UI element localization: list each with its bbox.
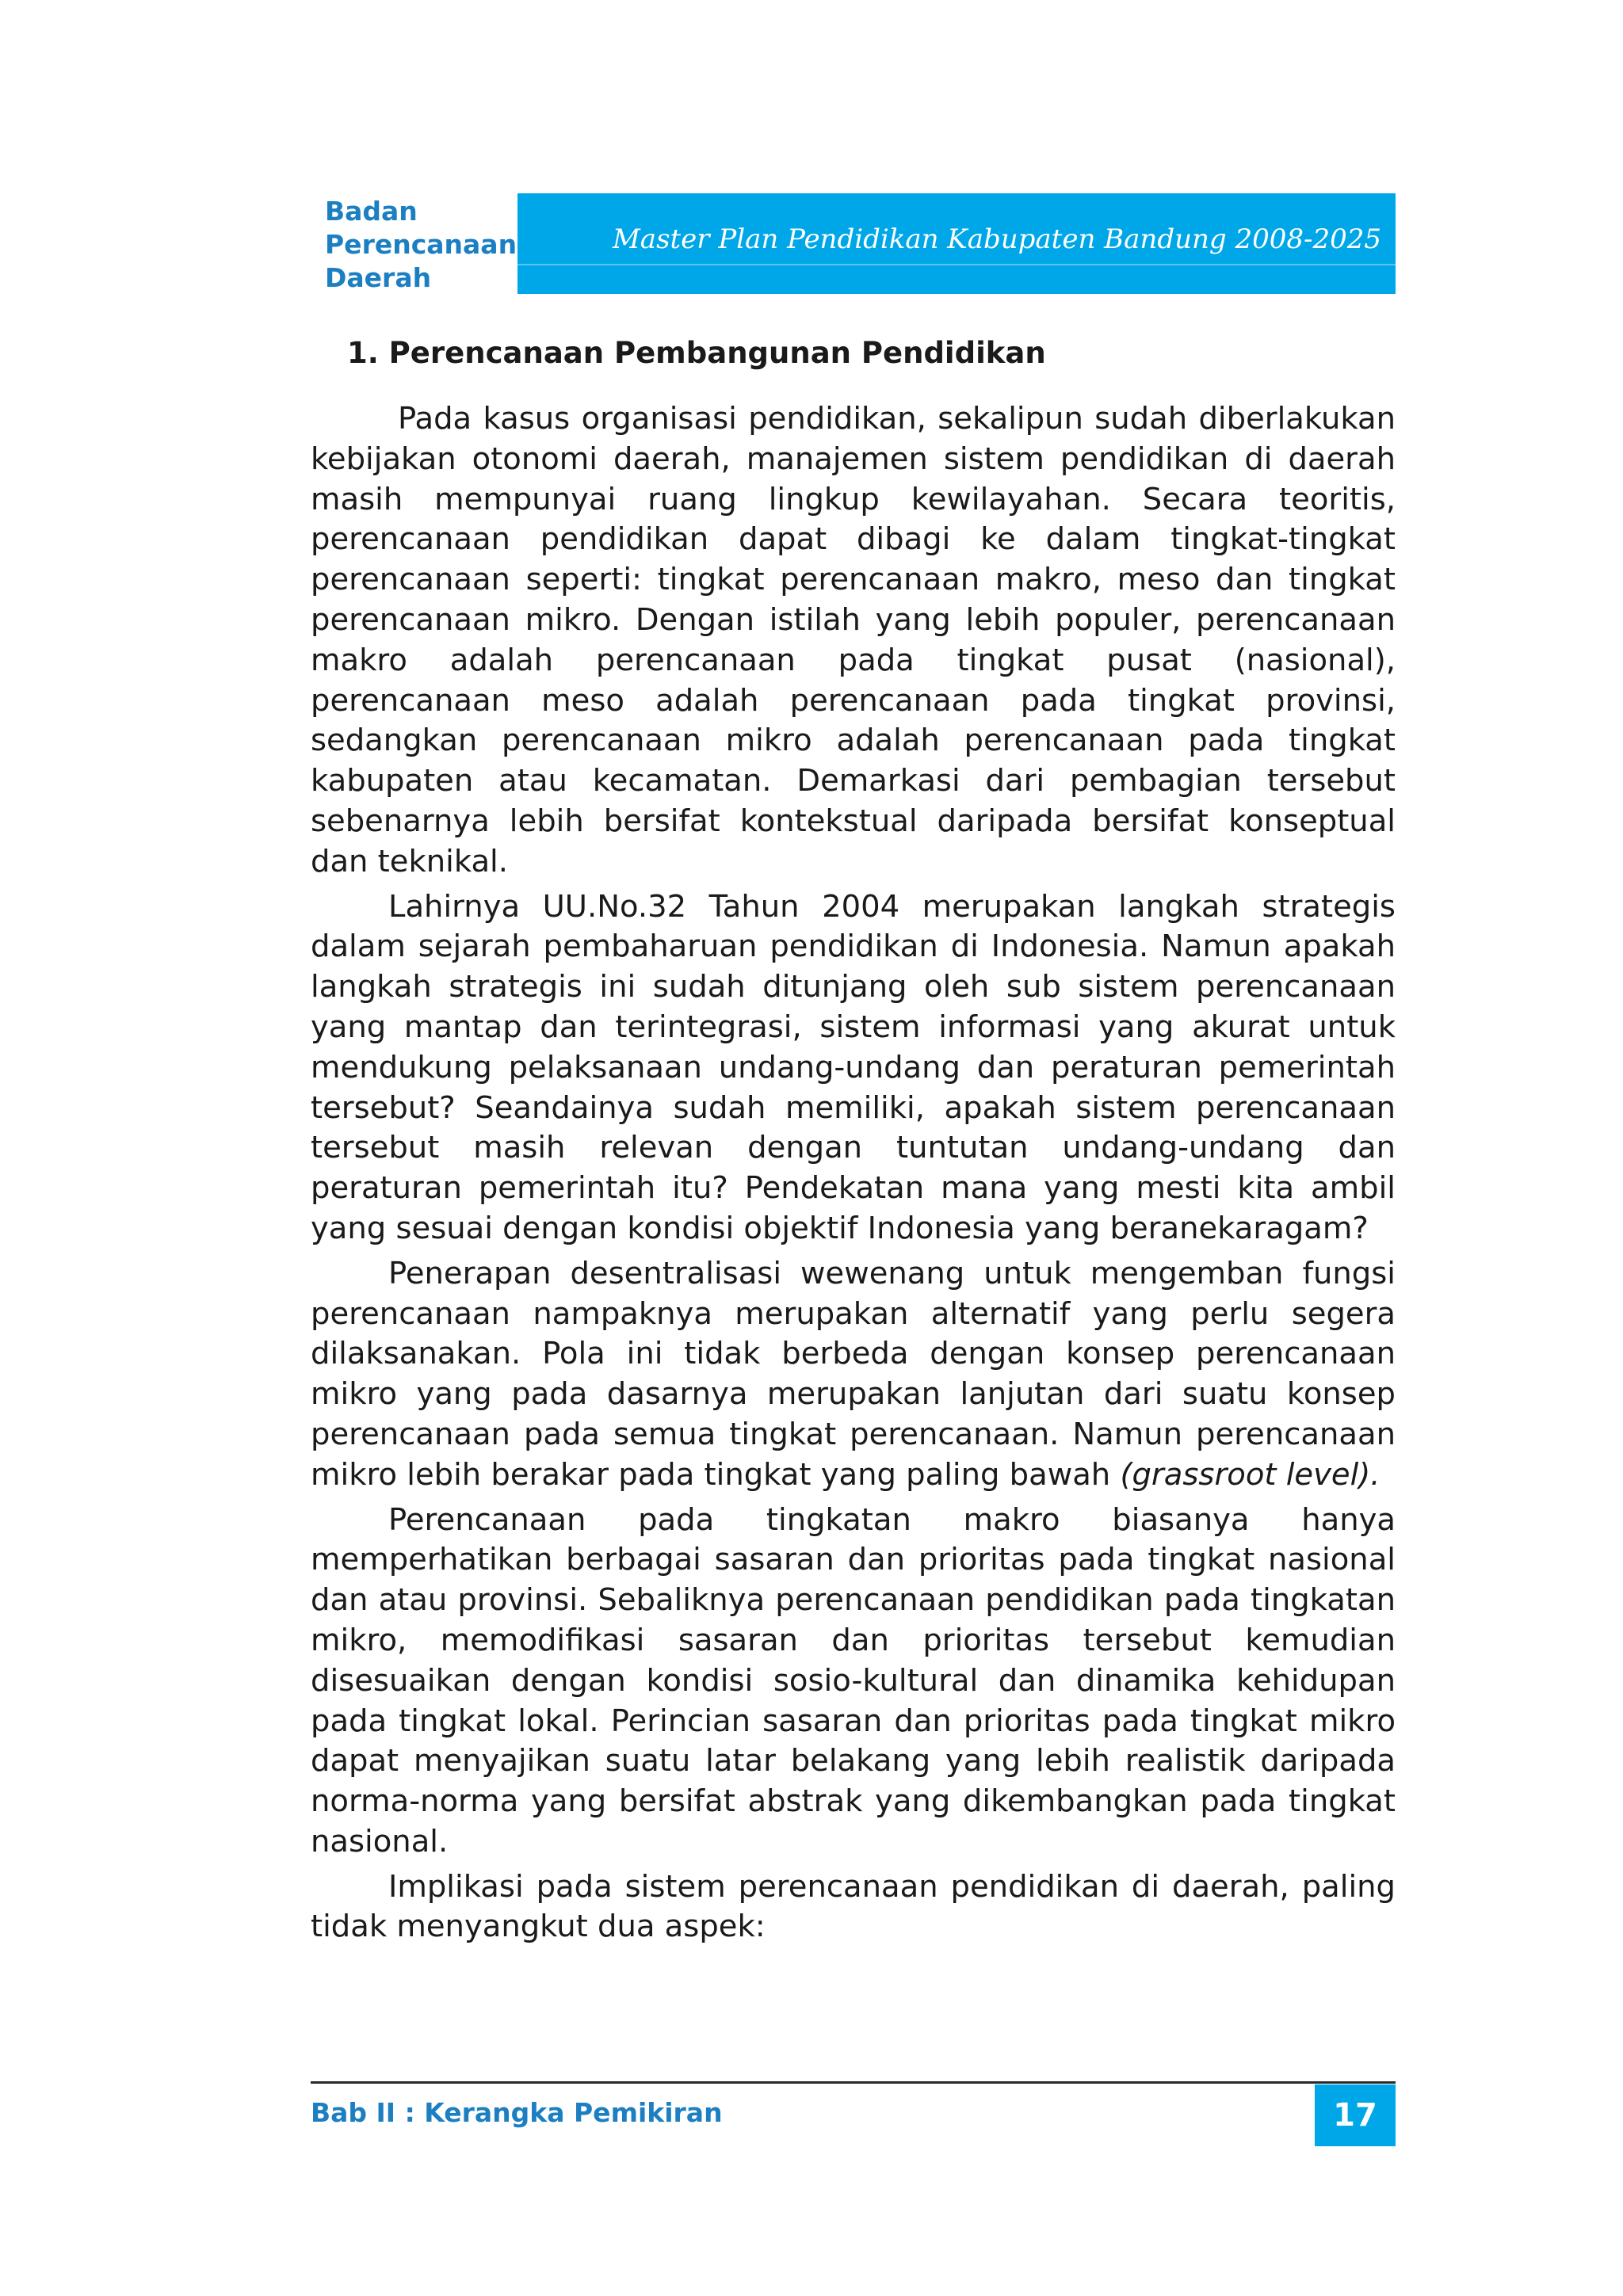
page-number: 17	[1315, 2084, 1396, 2146]
org-line-2: Perencanaan	[325, 229, 517, 260]
paragraph-4: Perencanaan pada tingkatan makro biasanya hanya memperhatikan berbagai sasaran dan prioritas pada tingkat nasional dan atau provinsi. Sebaliknya perencanaan pendidikan pada tingkatan mikro, memodifikasi sasaran dan prioritas tersebut kemudian disesuaikan dengan kondisi sosio-kultural dan dinamika kehidupan pada tingkat lokal. Perincian sasaran dan prioritas pada tingkat mikro dapat menyajikan suatu latar belakang yang lebih realistik daripada norma-norma yang bersifat abstrak yang dikembangkan pada tingkat nasional.	[311, 1501, 1396, 1859]
paragraph-3-italic: (grassroot level).	[1120, 1456, 1381, 1493]
org-line-3: Daerah	[325, 262, 432, 293]
organization-name	[325, 195, 515, 295]
footer-chapter: Bab II : Kerangka Pemikiran	[311, 2097, 723, 2128]
paragraph-2: Lahirnya UU.No.32 Tahun 2004 merupakan langkah strategis dalam sejarah pembaharuan pendidikan di Indonesia. Namun apakah langkah strategis ini sudah ditunjang oleh sub sistem perencanaan yang mantap dan terintegrasi, sistem informasi yang akurat untuk mendukung pelaksanaan undang-undang dan peraturan pemerintah tersebut? Seandainya sudah memiliki, apakah sistem perencanaan tersebut masih relevan dengan tuntutan undang-undang dan peraturan pemerintah itu? Pendekatan mana yang mesti kita ambil yang sesuai dengan kondisi objektif Indonesia yang beranekaragam?	[311, 888, 1396, 1246]
footer-divider	[311, 2081, 1396, 2084]
paragraph-5: Implikasi pada sistem perencanaan pendidikan di daerah, paling tidak menyangkut dua aspek:	[311, 1868, 1396, 1945]
header-banner	[517, 193, 1396, 294]
org-line-1: Badan	[325, 196, 418, 227]
document-title: Master Plan Pendidikan Kabupaten Bandung 2008-2025	[612, 223, 1381, 255]
header-divider	[517, 264, 1396, 265]
paragraph-3	[311, 1254, 1396, 1496]
paragraph-1: Pada kasus organisasi pendidikan, sekalipun sudah diberlakukan kebijakan otonomi daerah, manajemen sistem pendidikan di daerah masih mempunyai ruang lingkup kewilayahan. Secara teoritis, perencanaan pendidikan dapat dibagi ke dalam tingkat-tingkat perencanaan seperti: tingkat perencanaan makro, meso dan tingkat perencanaan mikro. Dengan istilah yang lebih populer, perencanaan makro adalah perencanaan pada tingkat pusat (nasional), perencanaan meso adalah perencanaan pada tingkat provinsi, sedangkan perencanaan mikro adalah perencanaan pada tingkat kabupaten atau kecamatan. Demarkasi dari pembagian tersebut sebenarnya lebih bersifat kontekstual daripada bersifat konseptual dan teknikal.	[311, 401, 1396, 879]
body-text	[311, 399, 1396, 1952]
section-heading: 1. Perencanaan Pembangunan Pendidikan	[347, 336, 1046, 370]
paragraph-3-text: Penerapan desentralisasi wewenang untuk mengemban fungsi perencanaan nampaknya merupakan alternatif yang perlu segera dilaksanakan. Pola ini tidak berbeda dengan konsep perencanaan mikro yang pada dasarnya merupakan lanjutan dari suatu konsep perencanaan pada semua tingkat perencanaan. Namun perencanaan mikro lebih berakar pada tingkat yang paling bawah	[311, 1255, 1396, 1493]
